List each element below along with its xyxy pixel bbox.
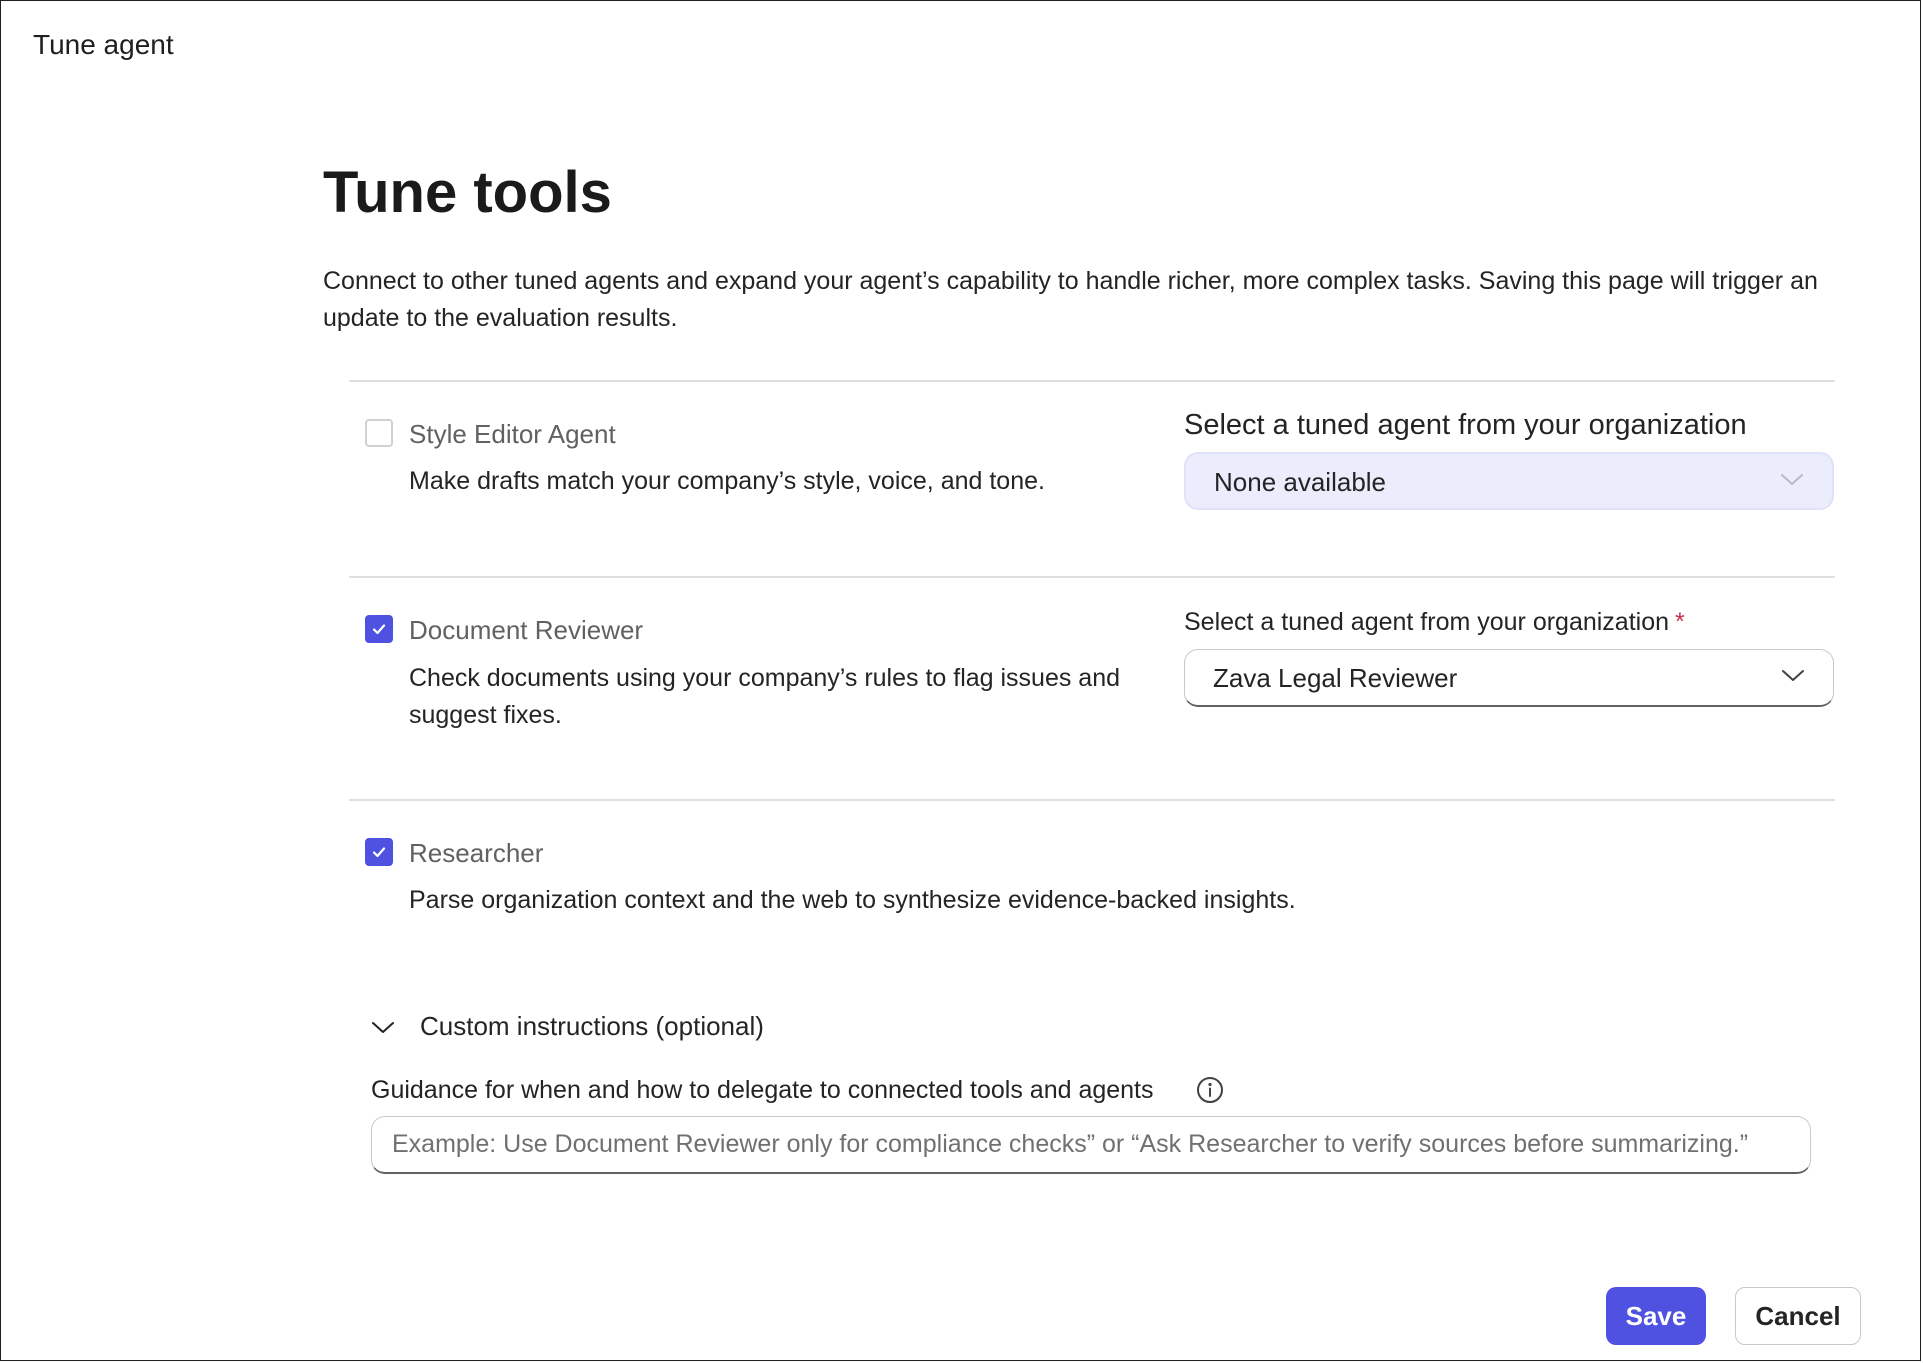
select-value: Zava Legal Reviewer (1213, 663, 1458, 693)
guidance-label: Guidance for when and how to delegate to connected tools and agents (371, 1076, 1154, 1104)
tool-name-document-reviewer: Document Reviewer (409, 615, 644, 645)
save-button[interactable]: Save (1606, 1287, 1706, 1345)
required-mark: * (1675, 608, 1685, 636)
checkmark-icon (371, 844, 387, 860)
researcher-checkbox[interactable] (365, 838, 393, 866)
tool-description-document-reviewer: Check documents using your company’s rules to flag issues and suggest fixes. (409, 664, 1121, 729)
tool-name-style-editor: Style Editor Agent (409, 419, 616, 449)
tool-name-researcher: Researcher (409, 838, 544, 868)
cancel-button[interactable]: Cancel (1735, 1287, 1861, 1345)
info-icon[interactable] (1196, 1076, 1224, 1109)
select-value: None available (1214, 467, 1387, 497)
window-title: Tune agent (33, 29, 174, 60)
divider (349, 576, 1835, 578)
tool-description-researcher: Parse organization context and the web to synthesize evidence-backed insights. (409, 886, 1296, 914)
agent-select-document-reviewer[interactable] (1184, 649, 1834, 707)
custom-instructions-input[interactable] (371, 1116, 1811, 1174)
chevron-down-icon (371, 1021, 395, 1040)
divider (349, 380, 1835, 382)
select-label-style-editor: Select a tuned agent from your organization (1184, 409, 1747, 441)
page-title: Tune tools (323, 160, 612, 225)
checkmark-icon (371, 621, 387, 637)
select-label-document-reviewer (1184, 608, 1685, 637)
page-description: Connect to other tuned agents and expand your agent’s capability to handle richer, more complex tasks. Saving this page will trigger an update to the evaluation results. (323, 267, 1818, 332)
document-reviewer-checkbox[interactable] (365, 615, 393, 643)
agent-select-style-editor (1184, 452, 1834, 510)
chevron-down-icon (1781, 669, 1805, 688)
divider (349, 799, 1835, 801)
select-label-text: Select a tuned agent from your organization (1184, 608, 1670, 636)
custom-instructions-label: Custom instructions (optional) (420, 1011, 764, 1041)
chevron-down-icon (1780, 473, 1804, 492)
style-editor-checkbox[interactable] (365, 419, 393, 447)
tool-description-style-editor: Make drafts match your company’s style, voice, and tone. (409, 467, 1045, 495)
